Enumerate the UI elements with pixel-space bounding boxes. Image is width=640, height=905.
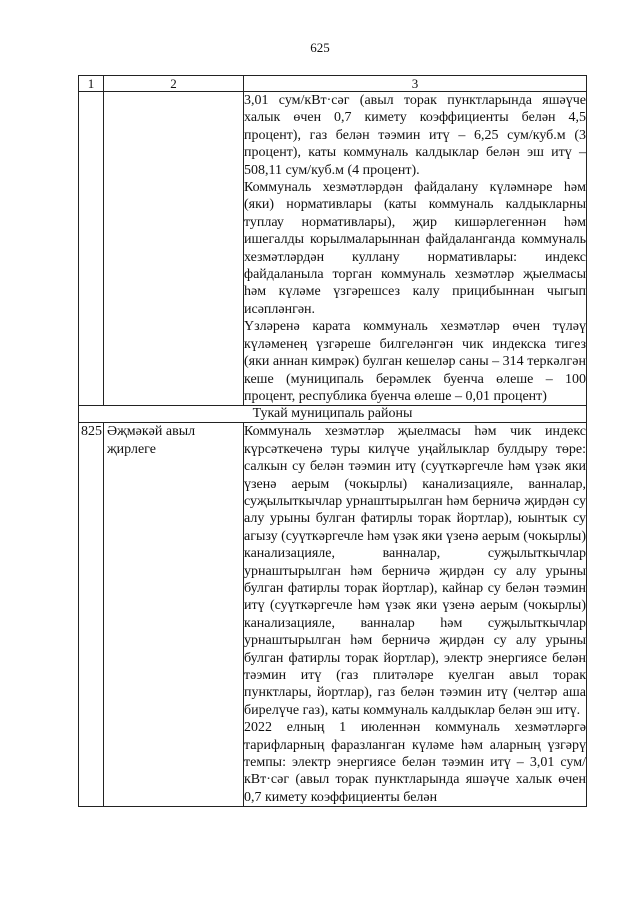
table-row — [79, 92, 587, 406]
row-number: 825 — [79, 423, 104, 807]
row-name — [104, 92, 244, 406]
paragraph: 3,01 сум/кВт·сәг (авыл торак пунктларында яшәүче халык өчен 0,7 кимету коэффициенты белән 4,5 процент), газ белән тәэмин итү – 6,25 сум/куб.м (3 процент), каты коммуналь калдыклар белән эш итү – 508,11 сум/куб.м (4 процент). — [244, 93, 586, 178]
paragraph: Үзләренә карата коммуналь хезмәтләр өчен түләү күләменең үзгәреше билгеләнгән чик индекска тигез (яки аннан кимрәк) булган кешеләр саны – 314 теркәлгән кеше (муниципаль берәмлек буенча өлеше – 100 процент, республика буенча өлеше – 0,01 процент) — [244, 319, 586, 404]
section-row — [79, 406, 587, 423]
paragraph: 2022 елның 1 июленнән коммуналь хезмәтләргә тарифларның фаразланган күләме һәм аларның үзгәрү темпы: электр энергиясе белән тәэмин итү – 3,01 сум/кВт·сәг (авыл торак пунктларында яшәүче халык өчен 0,7 кимету коэффициенты белән — [244, 720, 586, 805]
table-header-row — [79, 76, 587, 92]
row-number — [79, 92, 104, 406]
row-name: Әҗмәкәй авыл җирлеге — [104, 423, 244, 807]
row-description — [244, 423, 587, 807]
paragraph: Коммуналь хезмәтләрдән файдалану күләмнәре һәм (яки) нормативлары (каты коммуналь калдыкларны туплау нормативлары), җир кишәрлегеннән һәм ишегалды корылмаларыннан файдаланганда коммуналь хезмәтләрдән куллану нормативлары: индекс файдаланыла торган коммуналь хезмәтләр җыелмасы һәм күләме үзгәрешсез калу прицибыннан чыгып исәпләнгән. — [244, 180, 586, 317]
header-col-1: 1 — [79, 76, 104, 92]
table-row — [79, 423, 587, 807]
row-description — [244, 92, 587, 406]
section-title: Тукай муниципаль районы — [79, 406, 587, 423]
page-number: 625 — [310, 40, 330, 55]
tariff-table — [78, 75, 587, 807]
header-col-2: 2 — [104, 76, 244, 92]
header-col-3: 3 — [244, 76, 587, 92]
paragraph: Коммуналь хезмәтләр җыелмасы һәм чик индекс күрсәткеченә туры килүче уңайлыклар булдыру төре: салкын су белән тәэмин итү (суүткәргечле һәм үзәк яки үзенә аерым (чокырлы) канализацияле, ванналар, суҗылыткычлар урнаштырылган һәм берничә җирдән су алу урыны булган фатирлы торак йортлар), юынтык су агызу (суүткәргечле һәм үзәк яки үзенә аерым (чокырлы) канализацияле, ванналар, суҗылыткычлар урнаштырылган һәм берничә җирдән су алу урыны булган фатирлы торак йортлар), кайнар су белән тәэмин итү (суүткәргечле һәм үзәк яки үзенә аерым (чокырлы) канализацияле, ванналар һәм суҗылыткычлар урнаштырылган һәм берничә җирдән су алу урыны булган фатирлы торак йортлар), электр энергиясе белән тәэмин итү (газ плитәләре куелган авыл торак пунктлары, йортлар), газ белән тәэмин итү (челтәр аша бирелүче газ), каты коммуналь калдыклар белән эш итү. — [244, 424, 586, 718]
